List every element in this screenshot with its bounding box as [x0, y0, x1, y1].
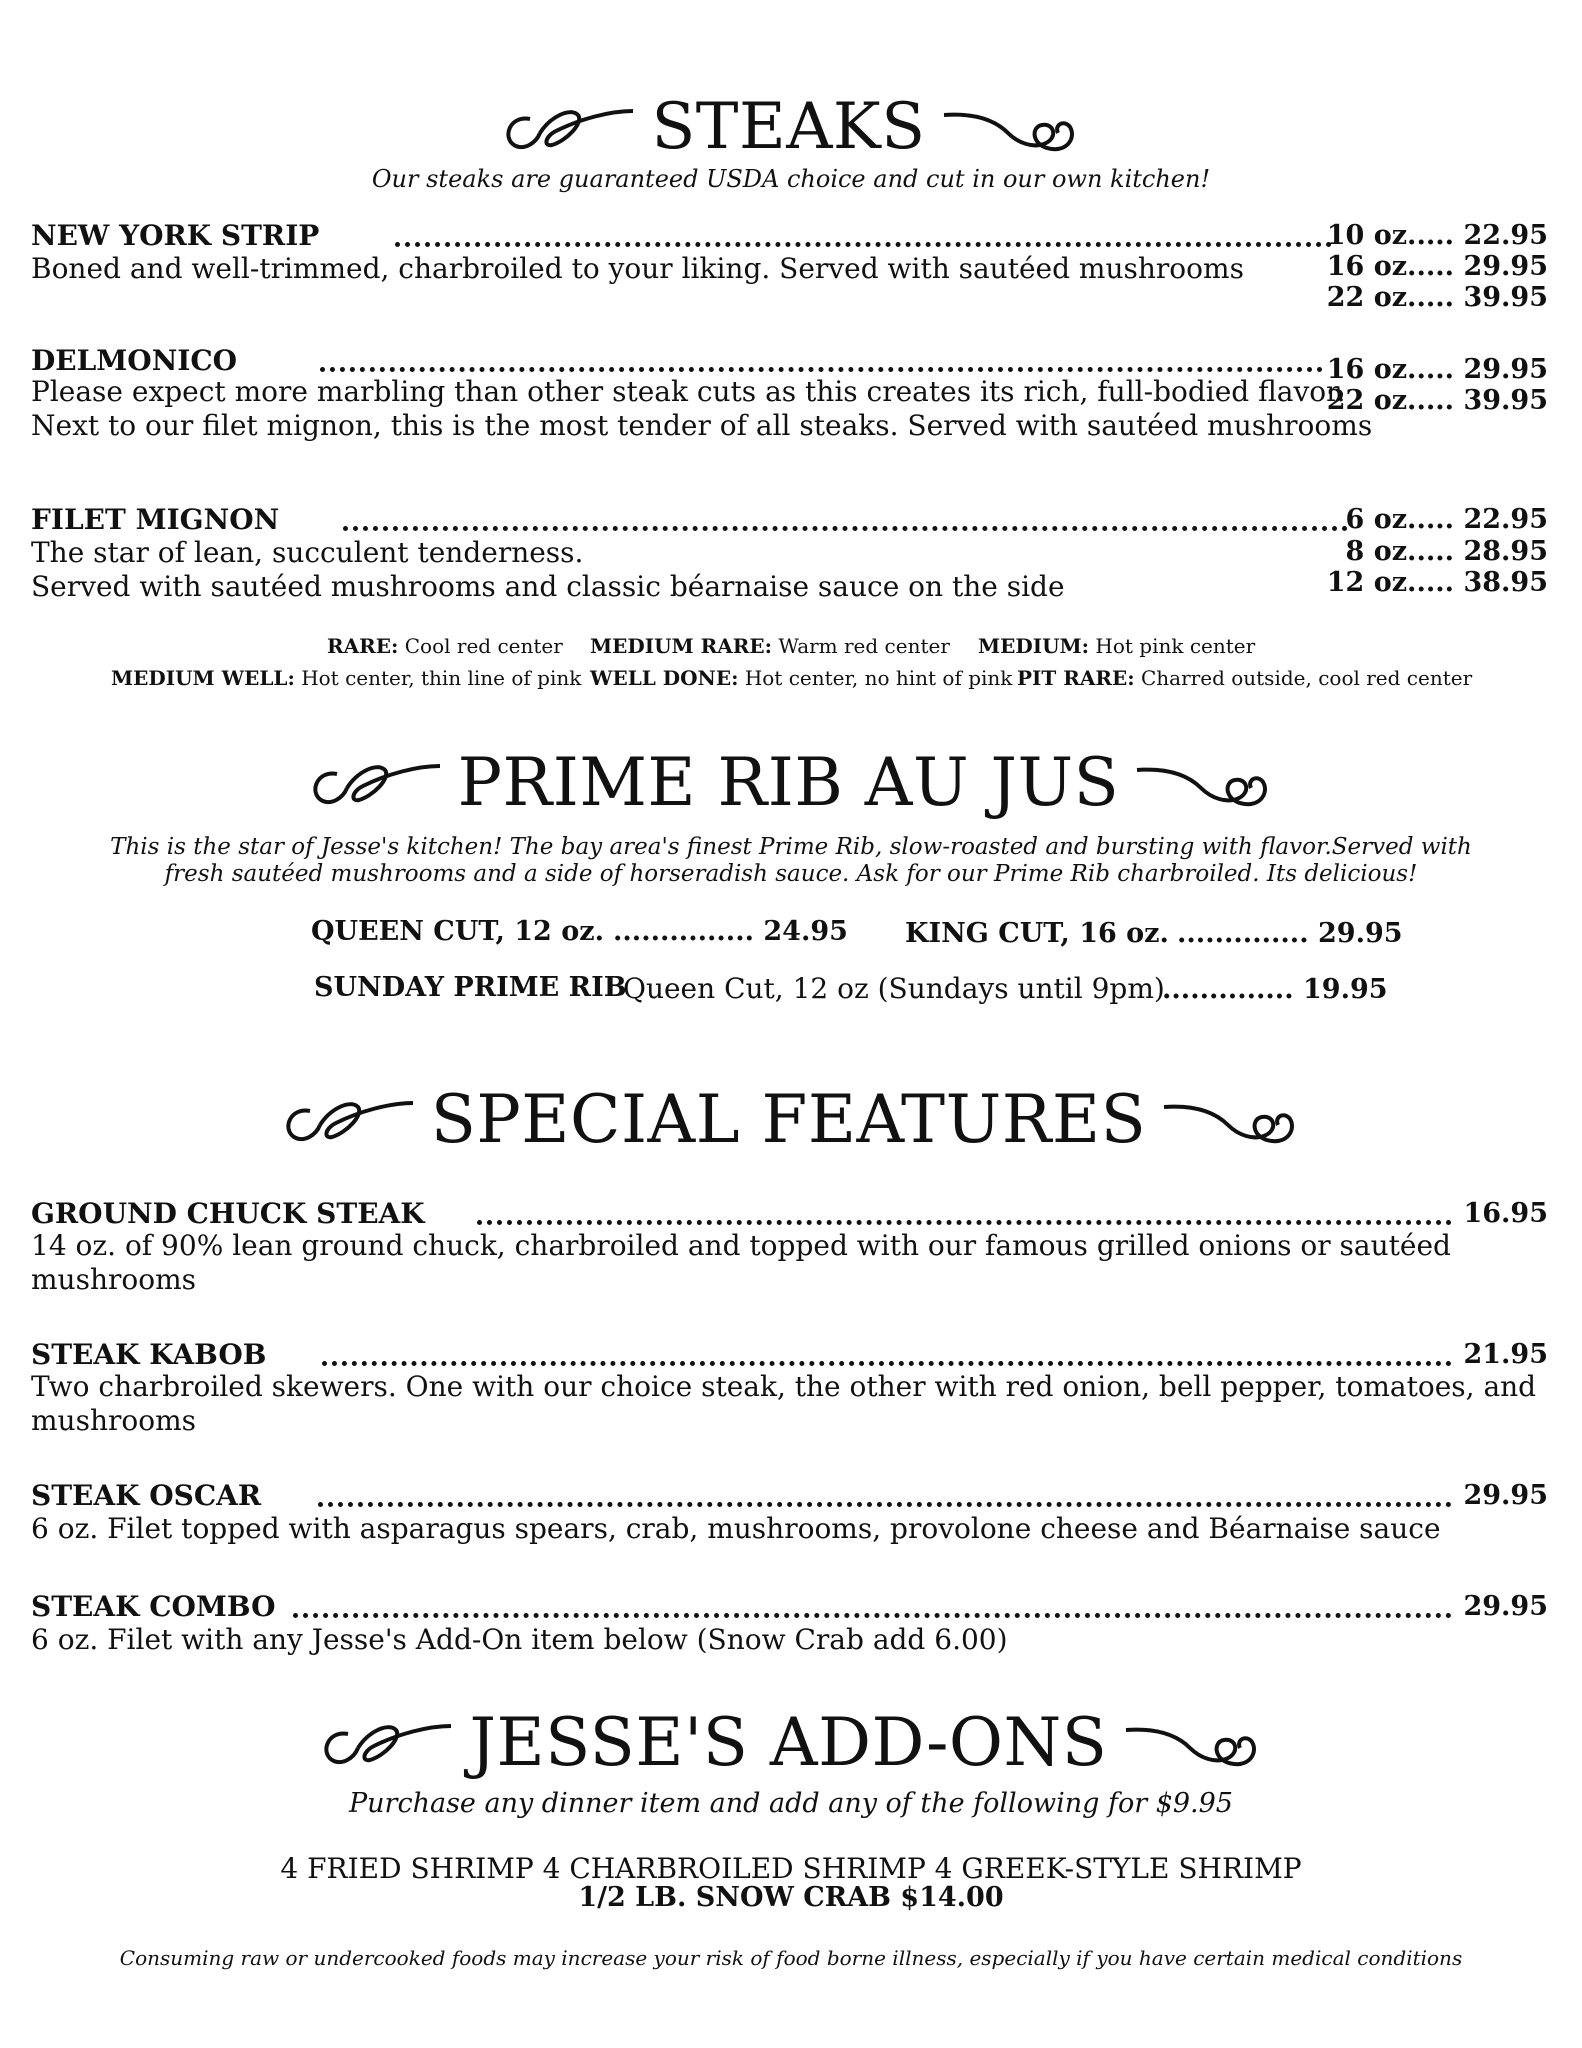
item-description: Boned and well-trimmed, charbroiled to your liking. Served with sautéed mushrooms	[31, 252, 1244, 285]
right-flourish-icon	[1124, 1712, 1264, 1772]
dot-leader	[343, 522, 1348, 531]
dot-leader	[395, 238, 1332, 247]
doneness-text: Warm red center	[778, 634, 950, 658]
item-description: Please expect more marbling than other steak cuts as this creates its rich, full-bodied flavor.	[31, 375, 1346, 408]
doneness-label: MEDIUM:	[978, 634, 1090, 658]
left-flourish-icon	[280, 1089, 415, 1149]
right-flourish-icon	[942, 97, 1082, 157]
addons-snow-crab-line: 1/2 LB. SNOW CRAB $14.00	[578, 1882, 1004, 1913]
dot-leader	[320, 363, 1323, 372]
doneness-medium-rare	[590, 634, 950, 658]
price-8oz: 8 oz..... 28.95	[1345, 536, 1548, 567]
price: 29.95	[1463, 1591, 1548, 1622]
doneness-text: Hot center, thin line of pink	[301, 666, 582, 690]
king-cut-price: .............. 29.95	[1177, 918, 1403, 949]
doneness-text: Cool red center	[404, 634, 563, 658]
doneness-text: Hot pink center	[1095, 634, 1256, 658]
special-features-title-text: SPECIAL FEATURES	[430, 1080, 1147, 1158]
sunday-prime-rib-price: .............. 19.95	[1162, 974, 1388, 1005]
price-16oz: 16 oz..... 29.95	[1326, 251, 1548, 282]
prime-rib-title	[0, 742, 1582, 822]
price: 29.95	[1463, 1480, 1548, 1511]
dot-leader	[322, 1357, 1452, 1366]
doneness-label: MEDIUM WELL:	[111, 666, 295, 690]
item-description: 14 oz. of 90% lean ground chuck, charbroiled and topped with our famous grilled onions or sautéed	[31, 1229, 1451, 1262]
left-flourish-icon	[500, 97, 635, 157]
special-features-title	[0, 1078, 1582, 1160]
right-flourish-icon	[1162, 1089, 1302, 1149]
price-16oz: 16 oz..... 29.95	[1326, 354, 1548, 385]
item-description: The star of lean, succulent tenderness.	[31, 536, 584, 569]
price-10oz: 10 oz..... 22.95	[1326, 220, 1548, 251]
addons-title-text: JESSE'S ADD-ONS	[469, 1703, 1108, 1781]
dot-leader	[318, 1498, 1452, 1507]
item-name-filet-mignon: FILET MIGNON	[31, 503, 280, 536]
doneness-medium	[978, 634, 1255, 658]
doneness-rare	[327, 634, 563, 658]
item-description: 6 oz. Filet topped with asparagus spears, crab, mushrooms, provolone cheese and Béarnaise sauce	[31, 1512, 1441, 1545]
doneness-text: Hot center, no hint of pink	[744, 666, 1013, 690]
prime-rib-title-text: PRIME RIB AU JUS	[457, 743, 1120, 821]
item-description: mushrooms	[31, 1404, 197, 1437]
steaks-title	[0, 92, 1582, 162]
item-name-steak-combo: STEAK COMBO	[31, 1590, 276, 1623]
item-description: mushrooms	[31, 1263, 197, 1296]
addons-subtitle: Purchase any dinner item and add any of the following for $9.95	[349, 1788, 1233, 1819]
addons-title	[0, 1702, 1582, 1782]
item-description: 6 oz. Filet with any Jesse's Add-On item below (Snow Crab add 6.00)	[31, 1623, 1008, 1656]
queen-cut-price: ............... 24.95	[613, 916, 848, 947]
doneness-medium-well	[111, 666, 581, 690]
item-name-new-york-strip: NEW YORK STRIP	[31, 219, 320, 252]
doneness-well-done	[590, 666, 1012, 690]
price-22oz: 22 oz..... 39.95	[1326, 282, 1548, 313]
steaks-subtitle: Our steaks are guaranteed USDA choice and cut in our own kitchen!	[371, 165, 1211, 193]
price: 21.95	[1463, 1339, 1548, 1370]
king-cut-label: KING CUT, 16 oz.	[905, 918, 1169, 949]
dot-leader	[477, 1216, 1452, 1225]
doneness-text: Charred outside, cool red center	[1141, 666, 1473, 690]
item-description: Next to our filet mignon, this is the most tender of all steaks. Served with sautéed mushrooms	[31, 409, 1373, 442]
left-flourish-icon	[307, 752, 442, 812]
addons-shrimp-line: 4 FRIED SHRIMP 4 CHARBROILED SHRIMP 4 GREEK-STYLE SHRIMP	[280, 1852, 1302, 1885]
price-6oz: 6 oz..... 22.95	[1345, 504, 1548, 535]
doneness-label: PIT RARE:	[1017, 666, 1135, 690]
steaks-title-text: STEAKS	[651, 90, 926, 164]
item-description: Two charbroiled skewers. One with our choice steak, the other with red onion, bell pepper, tomatoes, and	[31, 1370, 1537, 1403]
sunday-prime-rib-text: Queen Cut, 12 oz (Sundays until 9pm)	[623, 972, 1165, 1005]
food-safety-disclaimer: Consuming raw or undercooked foods may increase your risk of food borne illness, especially if you have certain medical conditions	[119, 1946, 1463, 1970]
queen-cut-label: QUEEN CUT, 12 oz.	[311, 916, 604, 947]
dot-leader	[293, 1609, 1452, 1618]
doneness-pit-rare	[1017, 666, 1472, 690]
item-name-ground-chuck-steak: GROUND CHUCK STEAK	[31, 1197, 425, 1230]
doneness-label: MEDIUM RARE:	[590, 634, 773, 658]
left-flourish-icon	[318, 1712, 453, 1772]
sunday-prime-rib-label: SUNDAY PRIME RIB	[314, 972, 627, 1003]
doneness-label: RARE:	[327, 634, 399, 658]
doneness-label: WELL DONE:	[590, 666, 739, 690]
item-name-delmonico: DELMONICO	[31, 344, 238, 377]
right-flourish-icon	[1135, 752, 1275, 812]
item-description: Served with sautéed mushrooms and classic béarnaise sauce on the side	[31, 570, 1065, 603]
price-22oz: 22 oz..... 39.95	[1326, 385, 1548, 416]
price: 16.95	[1463, 1198, 1548, 1229]
price-12oz: 12 oz..... 38.95	[1326, 567, 1548, 598]
item-name-steak-kabob: STEAK KABOB	[31, 1338, 267, 1371]
item-name-steak-oscar: STEAK OSCAR	[31, 1479, 262, 1512]
prime-rib-subtitle-line: This is the star of Jesse's kitchen! The bay area's finest Prime Rib, slow-roasted and bursting with flavor.Served with	[110, 834, 1472, 860]
prime-rib-subtitle-line: fresh sautéed mushrooms and a side of horseradish sauce. Ask for our Prime Rib charbroiled. Its delicious!	[164, 861, 1418, 887]
